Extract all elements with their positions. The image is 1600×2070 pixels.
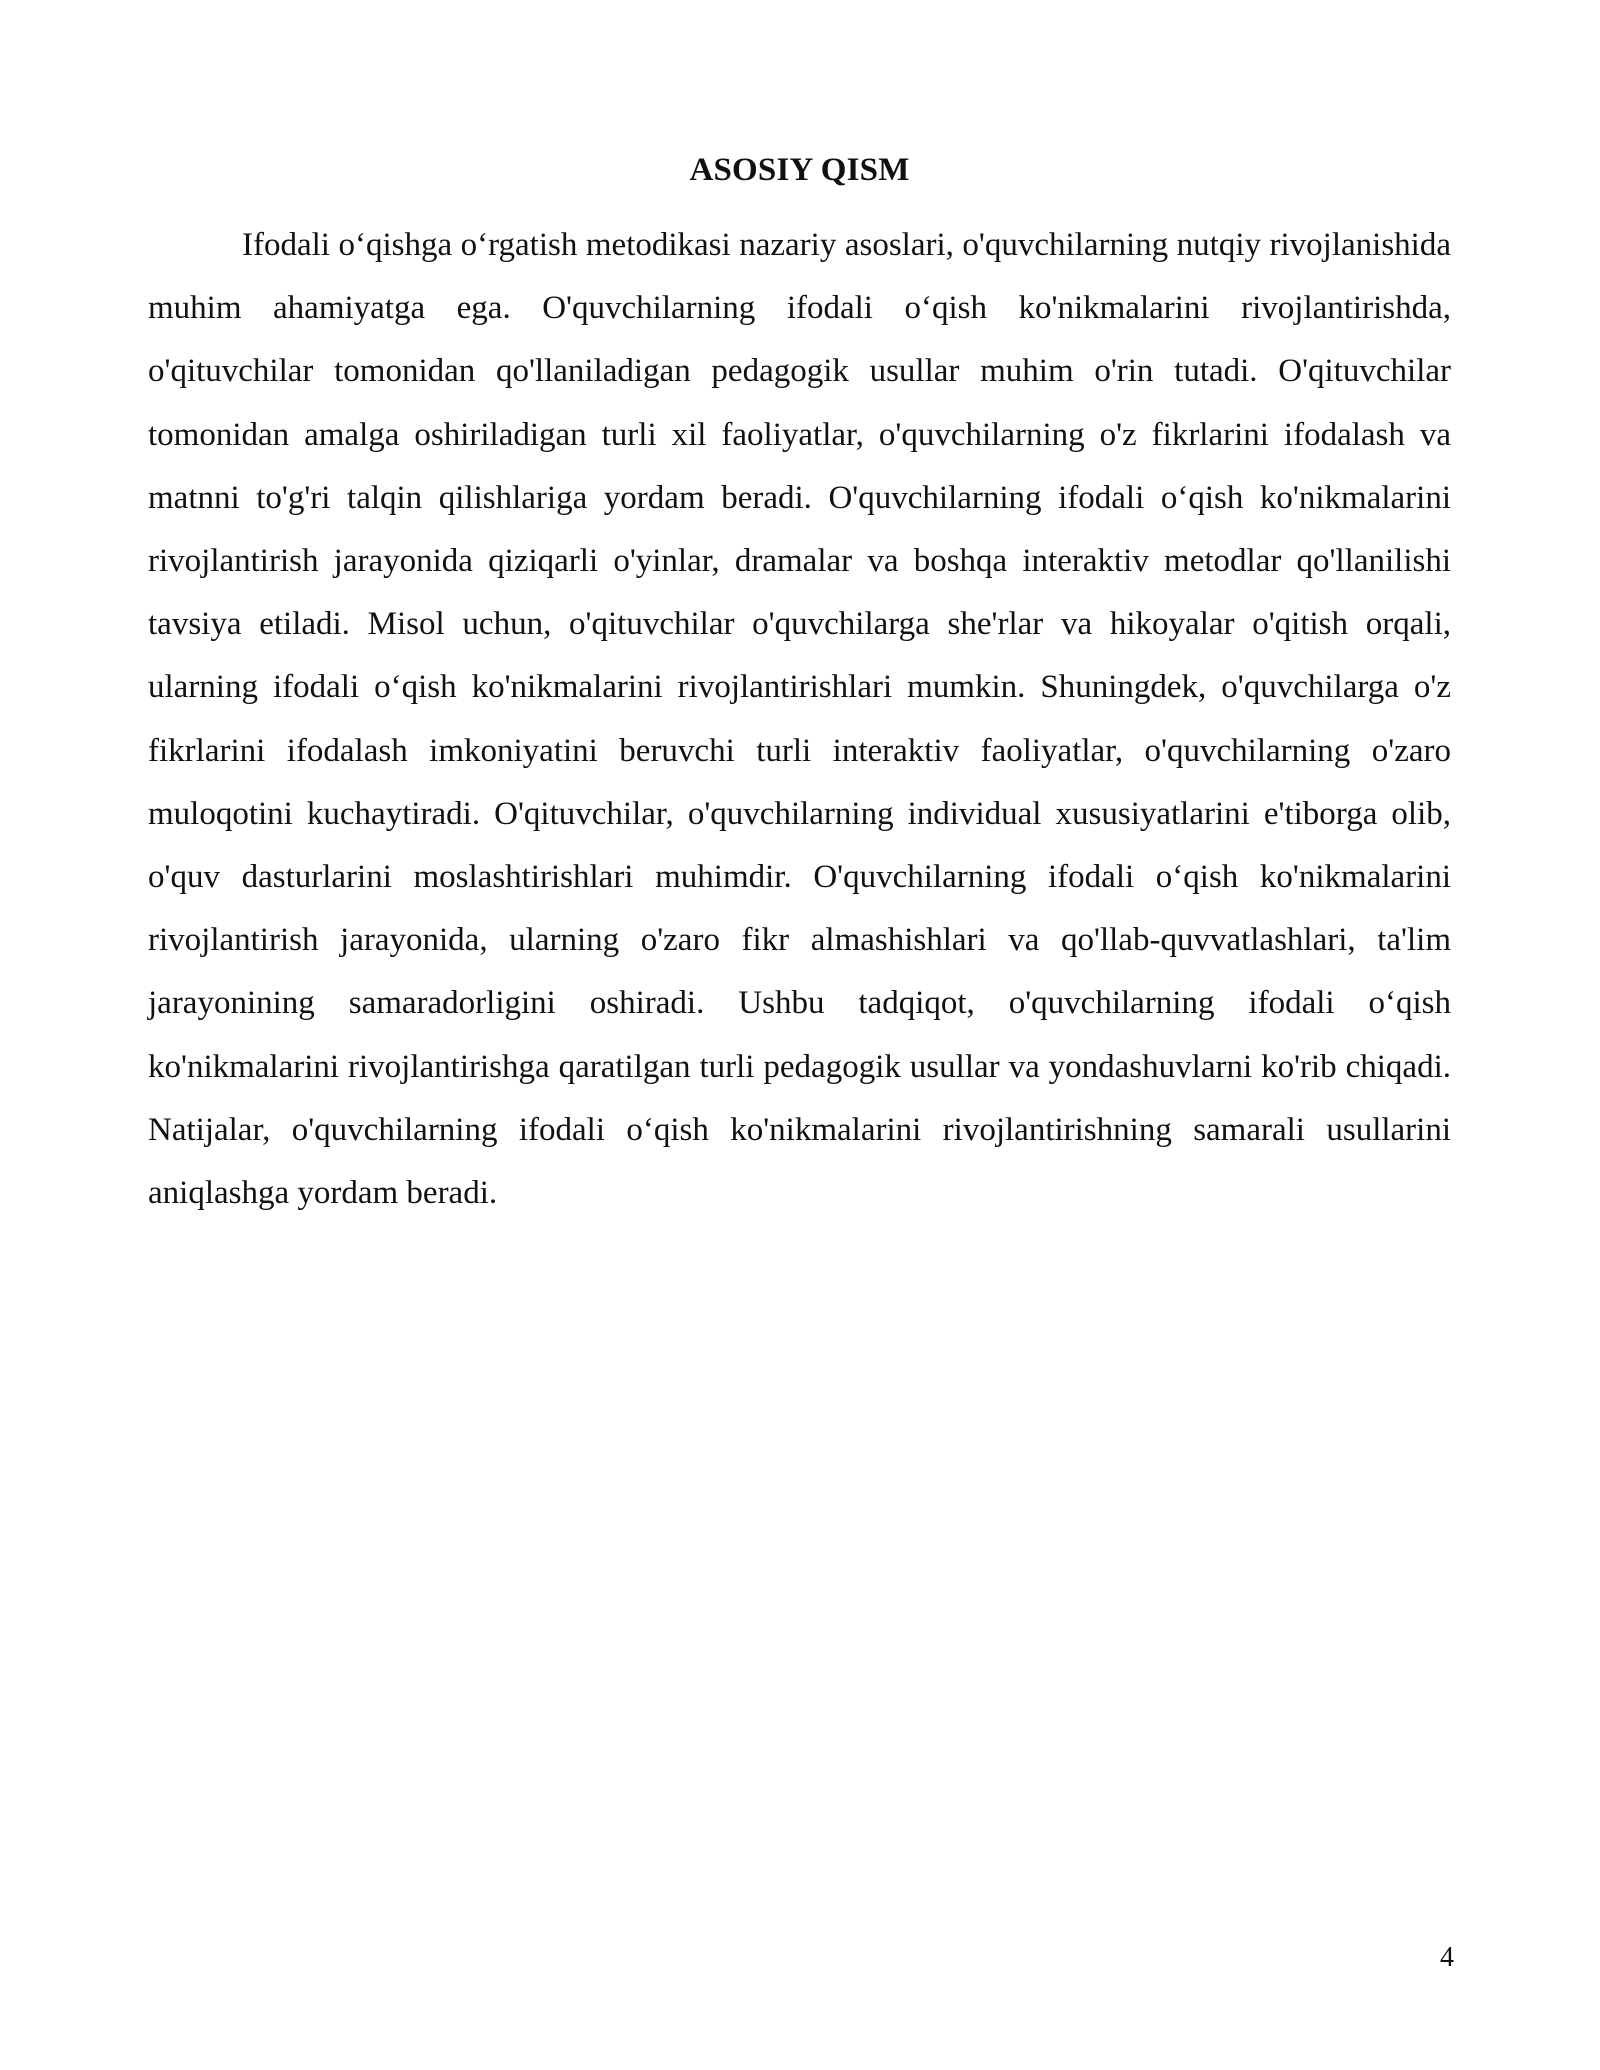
section-heading: ASOSIY QISM bbox=[689, 152, 910, 188]
body-paragraph: Ifodali o‘qishga o‘rgatish metodikasi nazariy asoslari, o'quvchilarning nutqiy rivojlanishida muhim ahamiyatga ega. O'quvchilarning ifodali o‘qish ko'nikmalarini rivojlantirishda, o'qituvchilar tomonidan qo'llaniladigan pedagogik usullar muhim o'rin tutadi. O'qituvchilar tomonidan amalga oshiriladigan turli xil faoliyatlar, o'quvchilarning o'z fikrlarini ifodalash va matnni to'g'ri talqin qilishlariga yordam beradi. O'quvchilarning ifodali o‘qish ko'nikmalarini rivojlantirish jarayonida qiziqarli o'yinlar, dramalar va boshqa interaktiv metodlar qo'llanilishi tavsiya etiladi. Misol uchun, o'qituvchilar o'quvchilarga she'rlar va hikoyalar o'qitish orqali, ularning ifodali o‘qish ko'nikmalarini rivojlantirishlari mumkin. Shuningdek, o'quvchilarga o'z fikrlarini ifodalash imkoniyatini beruvchi turli interaktiv faoliyatlar, o'quvchilarning o'zaro muloqotini kuchaytiradi. O'qituvchilar, o'quvchilarning individual xususiyatlarini e'tiborga olib, o'quv dasturlarini moslashtirishlari muhimdir. O'quvchilarning ifodali o‘qish ko'nikmalarini rivojlantirish jarayonida, ularning o'zaro fikr almashishlari va qo'llab-quvvatlashlari, ta'lim jarayonining samaradorligini oshiradi. Ushbu tadqiqot, o'quvchilarning ifodali o‘qish ko'nikmalarini rivojlantirishga qaratilgan turli pedagogik usullar va yondashuvlarni ko'rib chiqadi. Natijalar, o'quvchilarning ifodali o‘qish ko'nikmalarini rivojlantirishning samarali usullarini aniqlashga yordam beradi. bbox=[148, 227, 1451, 1212]
page-number: 4 bbox=[1440, 1942, 1454, 1973]
